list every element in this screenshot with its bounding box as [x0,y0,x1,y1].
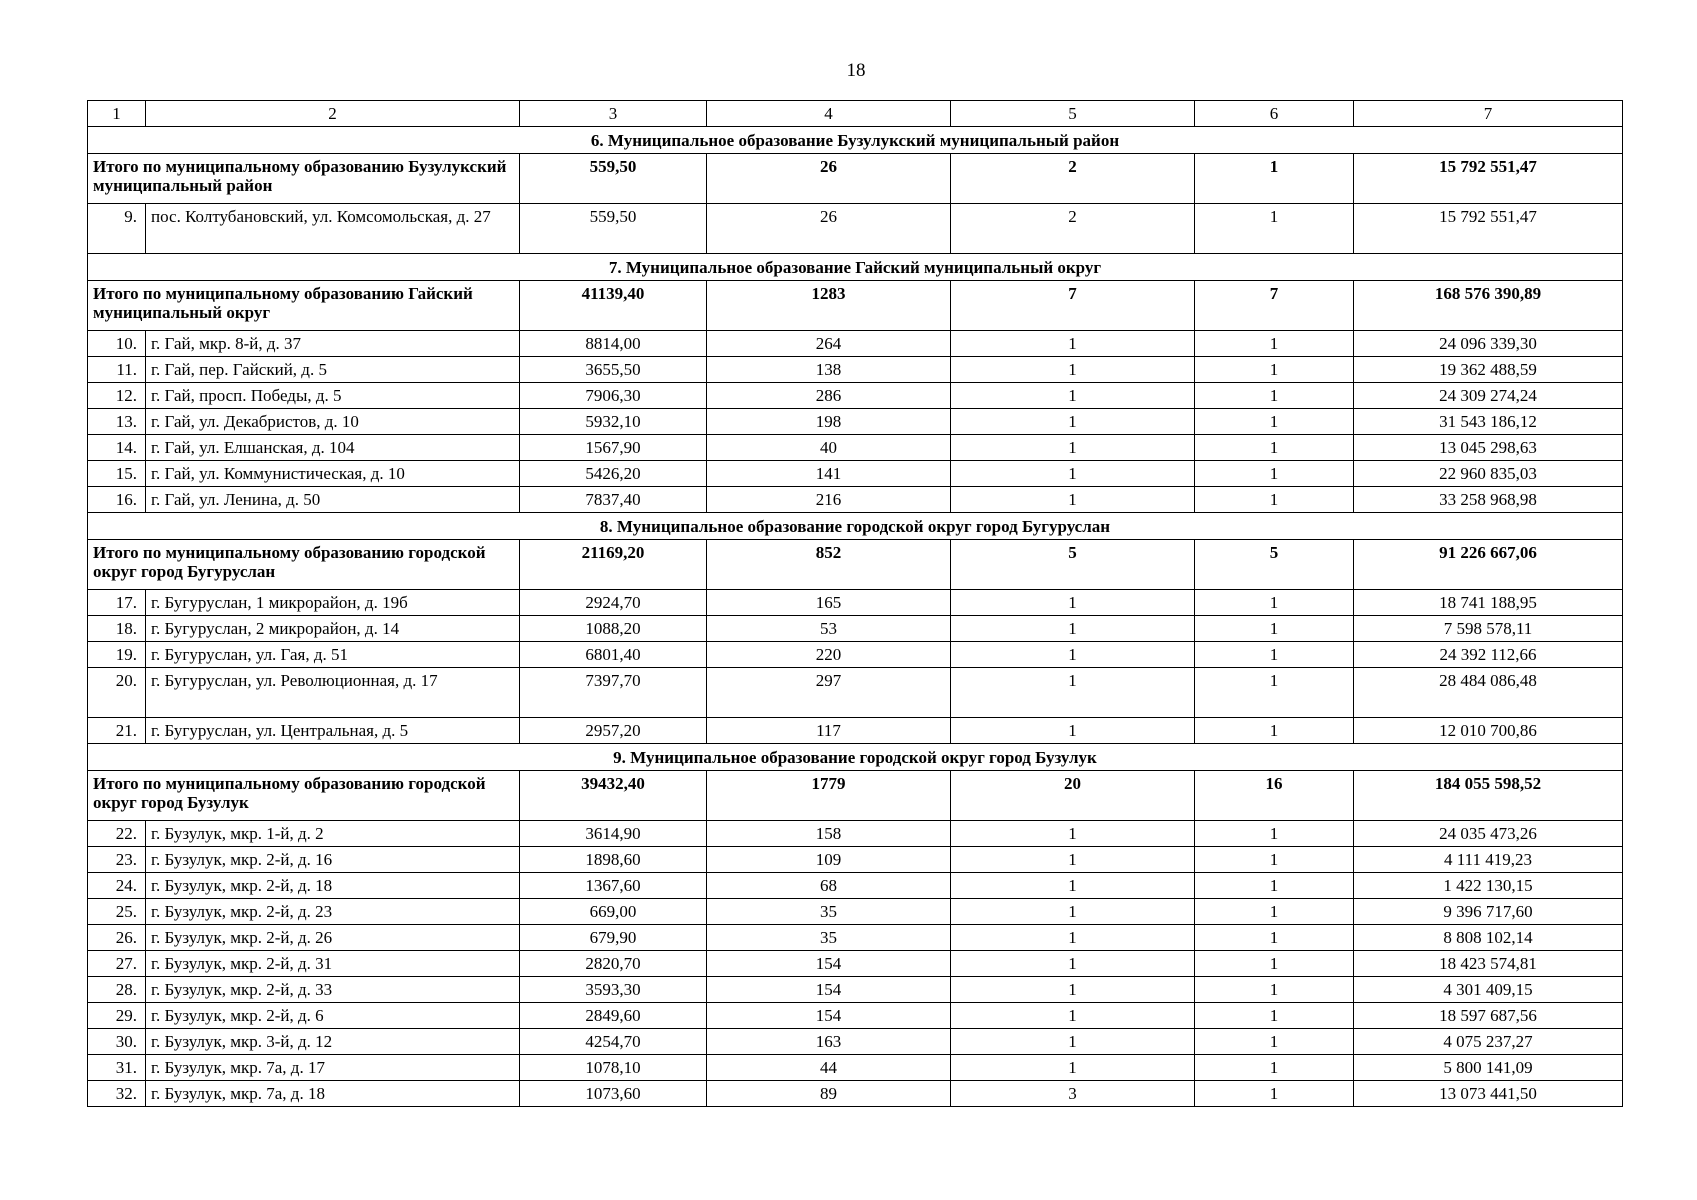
row-c6: 1 [1195,383,1354,409]
row-c7: 1 422 130,15 [1354,873,1623,899]
row-c3: 669,00 [520,899,707,925]
row-c5: 1 [951,1055,1195,1081]
table-row [88,1055,1623,1081]
row-c3: 8814,00 [520,331,707,357]
row-c7: 4 111 419,23 [1354,847,1623,873]
row-c3: 559,50 [520,204,707,254]
row-c6: 1 [1195,357,1354,383]
column-header: 7 [1354,101,1623,127]
row-address: г. Гай, мкр. 8-й, д. 37 [146,331,520,357]
row-c6: 1 [1195,409,1354,435]
row-address: г. Бузулук, мкр. 2-й, д. 16 [146,847,520,873]
row-number: 22. [88,821,146,847]
column-header: 4 [707,101,951,127]
row-c4: 26 [707,204,951,254]
row-c5: 1 [951,718,1195,744]
row-c4: 154 [707,951,951,977]
row-c6: 1 [1195,435,1354,461]
row-address: г. Бузулук, мкр. 3-й, д. 12 [146,1029,520,1055]
row-c5: 1 [951,1029,1195,1055]
row-c7: 18 597 687,56 [1354,1003,1623,1029]
row-c6: 1 [1195,616,1354,642]
row-c6: 1 [1195,821,1354,847]
row-c5: 1 [951,409,1195,435]
row-address: г. Бугуруслан, ул. Центральная, д. 5 [146,718,520,744]
table-row [88,204,1623,254]
row-c7: 18 741 188,95 [1354,590,1623,616]
table-row [88,642,1623,668]
total-label: Итого по муниципальному образованию городской округ город Бузулук [88,771,520,821]
section-header-row [88,744,1623,771]
table-row [88,1081,1623,1107]
row-c7: 28 484 086,48 [1354,668,1623,718]
row-c6: 1 [1195,1081,1354,1107]
section-title: 9. Муниципальное образование городской округ город Бузулук [88,744,1623,771]
row-c6: 1 [1195,977,1354,1003]
row-address: г. Бугуруслан, 1 микрорайон, д. 19б [146,590,520,616]
total-c4: 852 [707,540,951,590]
row-address: г. Гай, ул. Декабристов, д. 10 [146,409,520,435]
total-c5: 7 [951,281,1195,331]
page-number: 18 [846,60,866,81]
row-address: г. Гай, ул. Ленина, д. 50 [146,487,520,513]
row-c4: 220 [707,642,951,668]
row-c7: 22 960 835,03 [1354,461,1623,487]
column-number-row [88,101,1623,127]
row-c3: 2924,70 [520,590,707,616]
row-c5: 1 [951,899,1195,925]
row-c4: 35 [707,899,951,925]
row-number: 32. [88,1081,146,1107]
row-c5: 1 [951,977,1195,1003]
row-c4: 163 [707,1029,951,1055]
column-header: 3 [520,101,707,127]
row-c7: 7 598 578,11 [1354,616,1623,642]
table-row [88,847,1623,873]
row-number: 17. [88,590,146,616]
row-number: 28. [88,977,146,1003]
row-number: 27. [88,951,146,977]
row-number: 29. [88,1003,146,1029]
row-c3: 3655,50 [520,357,707,383]
row-c6: 1 [1195,204,1354,254]
row-c5: 1 [951,487,1195,513]
row-c6: 1 [1195,642,1354,668]
table-row [88,873,1623,899]
row-c3: 4254,70 [520,1029,707,1055]
row-c4: 264 [707,331,951,357]
row-address: пос. Колтубановский, ул. Комсомольская, д. 27 [146,204,520,254]
row-number: 12. [88,383,146,409]
row-address: г. Бузулук, мкр. 2-й, д. 33 [146,977,520,1003]
row-address: г. Гай, пер. Гайский, д. 5 [146,357,520,383]
total-c7: 184 055 598,52 [1354,771,1623,821]
row-number: 20. [88,668,146,718]
row-c3: 7906,30 [520,383,707,409]
table-row [88,899,1623,925]
total-c7: 168 576 390,89 [1354,281,1623,331]
row-number: 9. [88,204,146,254]
section-header-row [88,513,1623,540]
total-c3: 39432,40 [520,771,707,821]
row-c6: 1 [1195,718,1354,744]
total-row [88,154,1623,204]
total-c4: 1283 [707,281,951,331]
total-c6: 16 [1195,771,1354,821]
total-c7: 15 792 551,47 [1354,154,1623,204]
row-address: г. Гай, просп. Победы, д. 5 [146,383,520,409]
row-c3: 3593,30 [520,977,707,1003]
row-c5: 1 [951,847,1195,873]
row-c6: 1 [1195,461,1354,487]
section-header-row [88,127,1623,154]
row-address: г. Бугуруслан, ул. Революционная, д. 17 [146,668,520,718]
column-header: 6 [1195,101,1354,127]
row-number: 23. [88,847,146,873]
row-c4: 89 [707,1081,951,1107]
row-c3: 1073,60 [520,1081,707,1107]
row-c4: 117 [707,718,951,744]
row-c6: 1 [1195,331,1354,357]
table-row [88,409,1623,435]
row-address: г. Гай, ул. Елшанская, д. 104 [146,435,520,461]
table-row [88,357,1623,383]
total-c5: 20 [951,771,1195,821]
row-c5: 1 [951,642,1195,668]
row-c5: 1 [951,461,1195,487]
row-c5: 1 [951,616,1195,642]
row-number: 18. [88,616,146,642]
row-c6: 1 [1195,487,1354,513]
row-address: г. Бузулук, мкр. 2-й, д. 6 [146,1003,520,1029]
row-address: г. Бузулук, мкр. 2-й, д. 23 [146,899,520,925]
row-c5: 1 [951,873,1195,899]
row-c4: 35 [707,925,951,951]
row-c4: 141 [707,461,951,487]
row-c3: 2957,20 [520,718,707,744]
row-c4: 297 [707,668,951,718]
row-c7: 4 301 409,15 [1354,977,1623,1003]
row-c7: 24 392 112,66 [1354,642,1623,668]
total-c6: 1 [1195,154,1354,204]
row-c7: 9 396 717,60 [1354,899,1623,925]
total-c5: 2 [951,154,1195,204]
section-title: 7. Муниципальное образование Гайский муниципальный округ [88,254,1623,281]
row-c6: 1 [1195,873,1354,899]
total-c6: 5 [1195,540,1354,590]
row-c7: 31 543 186,12 [1354,409,1623,435]
table-row [88,1029,1623,1055]
row-address: г. Бузулук, мкр. 2-й, д. 26 [146,925,520,951]
table-row [88,925,1623,951]
section-header-row [88,254,1623,281]
row-c7: 15 792 551,47 [1354,204,1623,254]
row-address: г. Бузулук, мкр. 7а, д. 17 [146,1055,520,1081]
row-c7: 13 073 441,50 [1354,1081,1623,1107]
row-c7: 4 075 237,27 [1354,1029,1623,1055]
row-c5: 1 [951,668,1195,718]
total-c3: 559,50 [520,154,707,204]
row-c7: 24 309 274,24 [1354,383,1623,409]
row-c4: 44 [707,1055,951,1081]
total-c3: 41139,40 [520,281,707,331]
row-c6: 1 [1195,668,1354,718]
row-c5: 1 [951,951,1195,977]
row-c5: 1 [951,357,1195,383]
row-c3: 1088,20 [520,616,707,642]
table-row [88,590,1623,616]
row-number: 21. [88,718,146,744]
row-c5: 1 [951,590,1195,616]
row-address: г. Бугуруслан, ул. Гая, д. 51 [146,642,520,668]
row-c7: 8 808 102,14 [1354,925,1623,951]
row-number: 11. [88,357,146,383]
total-c4: 1779 [707,771,951,821]
total-row [88,540,1623,590]
row-c3: 3614,90 [520,821,707,847]
row-c3: 679,90 [520,925,707,951]
total-c5: 5 [951,540,1195,590]
row-c6: 1 [1195,1003,1354,1029]
row-address: г. Гай, ул. Коммунистическая, д. 10 [146,461,520,487]
row-c4: 216 [707,487,951,513]
row-number: 30. [88,1029,146,1055]
row-address: г. Бузулук, мкр. 2-й, д. 31 [146,951,520,977]
total-label: Итого по муниципальному образованию Гайский муниципальный округ [88,281,520,331]
row-c5: 1 [951,331,1195,357]
row-c4: 286 [707,383,951,409]
row-number: 25. [88,899,146,925]
row-c4: 154 [707,1003,951,1029]
total-label: Итого по муниципальному образованию Бузулукский муниципальный район [88,154,520,204]
table-row [88,1003,1623,1029]
row-address: г. Бузулук, мкр. 1-й, д. 2 [146,821,520,847]
row-c6: 1 [1195,590,1354,616]
row-c4: 68 [707,873,951,899]
row-address: г. Бугуруслан, 2 микрорайон, д. 14 [146,616,520,642]
row-c4: 154 [707,977,951,1003]
row-c3: 6801,40 [520,642,707,668]
row-c4: 158 [707,821,951,847]
table-row [88,487,1623,513]
table-row [88,331,1623,357]
row-number: 10. [88,331,146,357]
row-number: 19. [88,642,146,668]
row-c5: 1 [951,925,1195,951]
row-number: 13. [88,409,146,435]
row-c7: 33 258 968,98 [1354,487,1623,513]
row-c6: 1 [1195,951,1354,977]
row-c6: 1 [1195,1029,1354,1055]
row-c5: 1 [951,435,1195,461]
total-label: Итого по муниципальному образованию городской округ город Бугуруслан [88,540,520,590]
row-c5: 3 [951,1081,1195,1107]
row-c6: 1 [1195,899,1354,925]
row-c3: 5426,20 [520,461,707,487]
column-header: 5 [951,101,1195,127]
row-c5: 1 [951,383,1195,409]
table-row [88,951,1623,977]
total-c3: 21169,20 [520,540,707,590]
row-number: 24. [88,873,146,899]
section-title: 6. Муниципальное образование Бузулукский муниципальный район [88,127,1623,154]
row-number: 26. [88,925,146,951]
row-c6: 1 [1195,925,1354,951]
total-c6: 7 [1195,281,1354,331]
table-row [88,668,1623,718]
row-c4: 109 [707,847,951,873]
row-c7: 24 035 473,26 [1354,821,1623,847]
row-number: 14. [88,435,146,461]
row-c5: 1 [951,1003,1195,1029]
row-address: г. Бузулук, мкр. 2-й, д. 18 [146,873,520,899]
row-c3: 2849,60 [520,1003,707,1029]
row-c3: 1898,60 [520,847,707,873]
table-row [88,977,1623,1003]
row-c6: 1 [1195,1055,1354,1081]
row-c7: 13 045 298,63 [1354,435,1623,461]
row-c3: 1078,10 [520,1055,707,1081]
column-header: 2 [146,101,520,127]
total-row [88,281,1623,331]
table-row [88,383,1623,409]
row-c7: 12 010 700,86 [1354,718,1623,744]
table-row [88,718,1623,744]
row-number: 15. [88,461,146,487]
row-c5: 2 [951,204,1195,254]
row-c7: 24 096 339,30 [1354,331,1623,357]
row-c3: 7397,70 [520,668,707,718]
row-c3: 1367,60 [520,873,707,899]
row-number: 16. [88,487,146,513]
total-c7: 91 226 667,06 [1354,540,1623,590]
total-row [88,771,1623,821]
row-c3: 5932,10 [520,409,707,435]
column-header: 1 [88,101,146,127]
row-c7: 5 800 141,09 [1354,1055,1623,1081]
section-title: 8. Муниципальное образование городской округ город Бугуруслан [88,513,1623,540]
table-row [88,821,1623,847]
housing-table [87,100,1623,1107]
table-row [88,435,1623,461]
row-c6: 1 [1195,847,1354,873]
row-c4: 53 [707,616,951,642]
row-c3: 2820,70 [520,951,707,977]
row-number: 31. [88,1055,146,1081]
row-c4: 138 [707,357,951,383]
row-c4: 165 [707,590,951,616]
total-c4: 26 [707,154,951,204]
row-c7: 18 423 574,81 [1354,951,1623,977]
row-c5: 1 [951,821,1195,847]
table-row [88,616,1623,642]
table-row [88,461,1623,487]
row-address: г. Бузулук, мкр. 7а, д. 18 [146,1081,520,1107]
row-c7: 19 362 488,59 [1354,357,1623,383]
row-c4: 40 [707,435,951,461]
row-c3: 1567,90 [520,435,707,461]
row-c3: 7837,40 [520,487,707,513]
table-body [88,101,1623,1107]
row-c4: 198 [707,409,951,435]
